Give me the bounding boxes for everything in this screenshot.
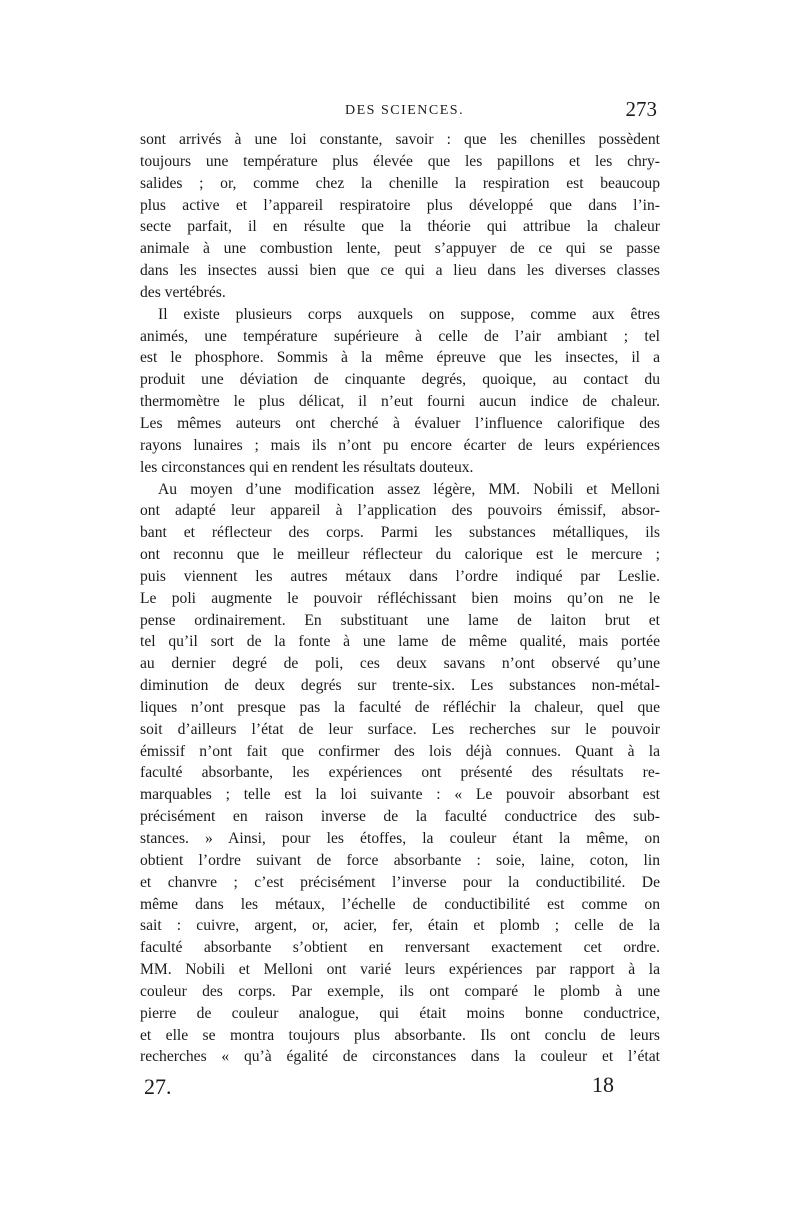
text-line: est le phosphore. Sommis à la même épreuve que les insectes, il a: [140, 349, 660, 367]
text-line: Il existe plusieurs corps auxquels on suppose, comme aux êtres: [158, 305, 660, 323]
text-line: sait : cuivre, argent, or, acier, fer, étain et plomb ; celle de la: [140, 917, 660, 935]
text-line: liques n’ont presque pas la faculté de réfléchir la chaleur, quel que: [140, 698, 660, 716]
text-line: des vertébrés.: [140, 283, 226, 301]
paragraph-1: [140, 129, 660, 304]
text-line: rayons lunaires ; mais ils n’ont pu encore écarter de leurs expériences: [140, 436, 660, 454]
text-line: faculté absorbante, les expériences ont présenté des résultats re-: [140, 764, 660, 782]
text-line: plus active et l’appareil respiratoire plus développé que dans l’in-: [140, 196, 660, 214]
body-text: [140, 129, 660, 1068]
page-number: 273: [625, 97, 657, 121]
text-line: et elle se montra toujours plus absorbante. Ils ont conclu de leurs: [140, 1026, 660, 1044]
text-line: animés, une température supérieure à celle de l’air ambiant ; tel: [140, 327, 660, 345]
text-line: sont arrivés à une loi constante, savoir : que les chenilles possèdent: [140, 131, 660, 148]
text-line: Le poli augmente le pouvoir réfléchissant bien moins qu’on ne le: [140, 589, 660, 607]
text-line: toujours une température plus élevée que les papillons et les chry-: [140, 152, 660, 170]
paragraph-2: [140, 304, 660, 479]
text-line: salides ; or, comme chez la chenille la respiration est beaucoup: [140, 174, 660, 192]
page-footer: [140, 1074, 660, 1114]
text-line: bant et réflecteur des corps. Parmi les substances métalliques, ils: [140, 524, 660, 542]
text-line: émissif n’ont fait que confirmer des lois déjà connues. Quant à la: [140, 742, 660, 760]
text-line: MM. Nobili et Melloni ont varié leurs expériences par rapport à la: [140, 961, 660, 979]
text-line: animale à une combustion lente, peut s’appuyer de ce qui se passe: [140, 240, 660, 258]
text-line: recherches « qu’à égalité de circonstances dans la couleur et l’état: [140, 1048, 660, 1066]
text-line: et chanvre ; c’est précisément l’inverse pour la conductibilité. De: [140, 873, 660, 891]
text-line: les circonstances qui en rendent les résultats douteux.: [140, 458, 474, 476]
text-line: produit une déviation de cinquante degrés, quoique, au contact du: [140, 371, 660, 389]
sheet-number: 18: [592, 1072, 614, 1098]
text-line: Les mêmes auteurs ont cherché à évaluer l’influence calorifique des: [140, 414, 660, 432]
text-line: stances. » Ainsi, pour les étoffes, la couleur étant la même, on: [140, 830, 660, 847]
text-line: ont adapté leur appareil à l’application des pouvoirs émissif, absor-: [140, 502, 660, 520]
text-line: ont reconnu que le meilleur réflecteur du calorique est le mercure ;: [140, 546, 660, 564]
text-line: puis viennent les autres métaux dans l’ordre indiqué par Leslie.: [140, 567, 660, 585]
running-head: DES SCIENCES.: [345, 103, 465, 118]
text-line: secte parfait, il en résulte que la théorie qui attribue la chaleur: [140, 218, 660, 236]
text-line: thermomètre le plus délicat, il n’eut fourni aucun indice de chaleur.: [140, 393, 660, 411]
text-line: précisément en raison inverse de la faculté conductrice des sub-: [140, 808, 660, 826]
paragraph-3: [140, 479, 660, 1069]
text-line: pense ordinairement. En substituant une lame de laiton brut et: [140, 611, 660, 629]
text-line: marquables ; telle est la loi suivante : « Le pouvoir absorbant est: [140, 786, 660, 804]
text-line: obtient l’ordre suivant de force absorbante : soie, laine, coton, lin: [140, 851, 660, 869]
text-line: diminution de deux degrés sur trente-six. Les substances non-métal-: [140, 677, 660, 695]
text-line: pierre de couleur analogue, qui était moins bonne conductrice,: [140, 1004, 660, 1022]
text-line: faculté absorbante s’obtient en renversant exactement cet ordre.: [140, 939, 660, 957]
book-page: [140, 95, 660, 1114]
text-line: couleur des corps. Par exemple, ils ont comparé le plomb à une: [140, 982, 660, 1000]
text-line: Au moyen d’une modification assez légère, MM. Nobili et Melloni: [158, 480, 660, 498]
signature-mark: 27.: [144, 1074, 172, 1100]
text-line: même dans les métaux, l’échelle de conductibilité est comme on: [140, 895, 660, 913]
text-line: tel qu’il sort de la fonte à une lame de même qualité, mais portée: [140, 633, 660, 651]
text-line: dans les insectes aussi bien que ce qui a lieu dans les diverses classes: [140, 262, 660, 280]
page-header: [140, 95, 660, 129]
text-line: au dernier degré de poli, ces deux savans n’ont observé qu’une: [140, 655, 660, 673]
text-line: soit d’ailleurs l’état de leur surface. Les recherches sur le pouvoir: [140, 720, 660, 738]
